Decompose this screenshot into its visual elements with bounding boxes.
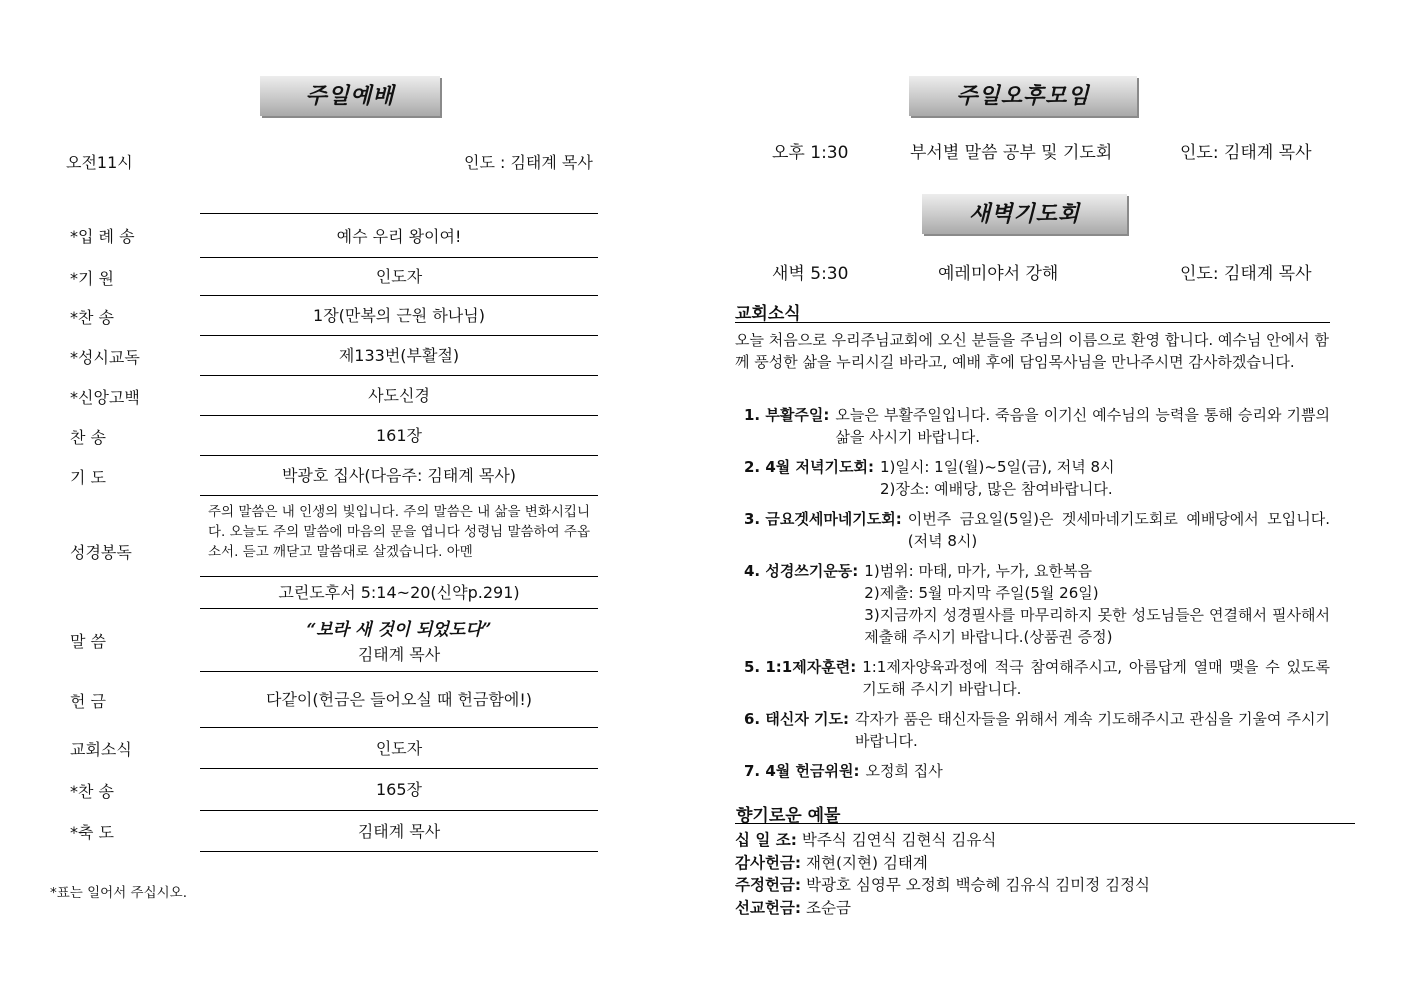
worship-row-value: 1장(만복의 근원 하나님) [200, 296, 598, 336]
news-item-line: 오정희 집사 [865, 762, 943, 780]
worship-row-value: 인도자 [200, 258, 598, 296]
worship-row-value: 161장 [200, 416, 598, 456]
offering-type: 십 일 조: [735, 831, 797, 849]
news-item [744, 656, 1330, 700]
news-item-key: 7. 4월 헌금위원: [744, 762, 860, 780]
offering-names: 조순금 [806, 898, 851, 917]
news-item-key: 5. 1:1제자훈련: [744, 658, 857, 676]
scripture-reference: 고린도후서 5:14~20(신약p.291) [200, 577, 598, 609]
standing-footnote: *표는 일어서 주십시오. [50, 885, 187, 901]
offering-row [735, 874, 1150, 897]
worship-row-label: 헌 금 [70, 691, 106, 711]
sermon-label: 말 씀 [70, 632, 106, 651]
worship-row [60, 213, 600, 258]
sunday-worship-title: 주일예배 [260, 76, 440, 116]
worship-row [60, 769, 600, 811]
worship-leader: 인도 : 김태계 목사 [464, 153, 593, 172]
worship-row [60, 811, 600, 852]
sermon-title: “보라 새 것이 되었도다” [306, 620, 492, 640]
news-item-line: 3)지금까지 성경필사를 마무리하지 못한 성도님들은 연결해서 필사해서 제출해 주시기 바랍니다.(상품권 증정) [864, 606, 1330, 646]
offering-type: 선교헌금: [735, 898, 802, 917]
worship-row [60, 258, 600, 296]
news-divider [735, 322, 1330, 323]
worship-row-label: *기 원 [70, 268, 114, 288]
news-item-line: 이번주 금요일(5일)은 겟세마네기도회로 예배당에서 모입니다.(저녁 8시) [907, 510, 1330, 550]
worship-row [60, 296, 600, 336]
worship-row-label: *찬 송 [70, 307, 114, 327]
worship-row-value: 제133번(부활절) [200, 336, 598, 376]
afternoon-meeting-title: 주일오후모임 [909, 76, 1137, 116]
news-item [744, 456, 1330, 500]
worship-row [60, 672, 600, 728]
welcome-paragraph: 오늘 처음으로 우리주님교회에 오신 분들을 주님의 이름으로 환영 합니다. 예수님 안에서 함께 풍성한 삶을 누리시길 바라고, 예배 후에 담임목사님을 만나주시면 감사하겠습니다. [735, 331, 1329, 371]
news-item [744, 760, 1330, 782]
worship-row-label: *신앙고백 [70, 387, 140, 407]
worship-row-label: *성시교독 [70, 347, 140, 367]
offering-row [735, 829, 1150, 852]
news-item-line: 오늘은 부활주일입니다. 죽음을 이기신 예수님의 능력을 통해 승리와 기쁨의 삶을 사시기 바랍니다. [835, 406, 1330, 446]
news-item-line: 각자가 품은 태신자들을 위해서 계속 기도해주시고 관심을 기울여 주시기 바랍니다. [855, 710, 1330, 750]
offering-names: 박광호 심영무 오정희 백승혜 김유식 김미정 김정식 [806, 876, 1151, 894]
news-item-line: 1)범위: 마태, 마가, 누가, 요한복음 [864, 562, 1093, 580]
worship-row-label: *축 도 [70, 823, 114, 842]
order-of-worship [60, 213, 600, 852]
worship-row-label: 기 도 [70, 467, 106, 487]
offering-type: 감사헌금: [735, 853, 802, 872]
news-item-line: 1)일시: 1일(월)~5일(금), 저녁 8시 [879, 458, 1115, 476]
worship-row-label: *찬 송 [70, 781, 114, 801]
news-item-line: 2)제출: 5월 마지막 주일(5월 26일) [864, 584, 1099, 602]
news-item [744, 560, 1330, 648]
worship-row [60, 376, 600, 416]
worship-row-value: 예수 우리 왕이여! [200, 213, 598, 258]
news-item-key: 1. 부활주일: [744, 406, 830, 424]
dawn-desc: 예레미야서 강해 [938, 264, 1059, 284]
news-item-key: 3. 금요겟세마네기도회: [744, 510, 902, 528]
worship-row [60, 416, 600, 456]
scripture-label: 성경봉독 [70, 543, 132, 562]
worship-row-value: 김태계 목사 [200, 811, 598, 852]
sermon-preacher: 김태계 목사 [357, 645, 441, 664]
offering-names: 재현(지현) 김태계 [806, 853, 928, 872]
sermon-row [60, 609, 600, 672]
dawn-time: 새벽 5:30 [772, 264, 849, 284]
offering-row [735, 897, 1150, 920]
worship-row-value: 다같이(헌금은 들어오실 때 헌금함에!) [200, 672, 598, 728]
news-item-line: 1:1제자양육과정에 적극 참여해주시고, 아름답게 열매 맺을 수 있도록 기도해 주시기 바랍니다. [862, 658, 1330, 698]
worship-row-value: 사도신경 [200, 376, 598, 416]
worship-row-label: *입 례 송 [70, 227, 135, 246]
offering-type: 주정헌금: [735, 876, 802, 894]
offering-row [735, 852, 1150, 875]
scripture-prayer: 주의 말씀은 내 인생의 빛입니다. 주의 말씀은 내 삶을 변화시킵니다. 오늘도 주의 말씀에 마음의 문을 엽니다 성령님 말씀하여 주옵소서. 듣고 깨닫고 말씀대로 살겠습니다. 아멘 [200, 496, 598, 577]
news-list [744, 404, 1330, 790]
worship-row-label: 찬 송 [70, 427, 106, 447]
dawn-leader: 인도: 김태계 목사 [1180, 264, 1312, 284]
afternoon-leader: 인도: 김태계 목사 [1180, 143, 1312, 163]
worship-row [60, 728, 600, 769]
worship-row-value: 인도자 [200, 728, 598, 769]
offering-list [735, 829, 1150, 919]
dawn-prayer-title: 새벽기도회 [922, 194, 1127, 234]
worship-row-value: 165장 [200, 769, 598, 811]
worship-row [60, 456, 600, 496]
news-item-line: 2)장소: 예배당, 많은 참여바랍니다. [879, 480, 1113, 498]
afternoon-time: 오후 1:30 [772, 143, 849, 163]
afternoon-desc: 부서별 말씀 공부 및 기도회 [910, 143, 1113, 163]
news-item [744, 708, 1330, 752]
offering-divider [735, 823, 1355, 824]
worship-row-value: 박광호 집사(다음주: 김태계 목사) [200, 456, 598, 496]
worship-row-label: 교회소식 [70, 740, 132, 759]
news-item-key: 4. 성경쓰기운동: [744, 562, 859, 580]
offering-heading: 향기로운 예물 [736, 806, 841, 826]
news-item [744, 508, 1330, 552]
worship-time: 오전11시 [66, 153, 133, 172]
news-item-key: 2. 4월 저녁기도회: [744, 458, 874, 476]
scripture-row [60, 496, 600, 609]
church-news-heading: 교회소식 [735, 304, 801, 324]
news-item-key: 6. 태신자 기도: [744, 710, 850, 728]
offering-names: 박주식 김연식 김현식 김유식 [801, 831, 997, 849]
news-item [744, 404, 1330, 448]
worship-row [60, 336, 600, 376]
